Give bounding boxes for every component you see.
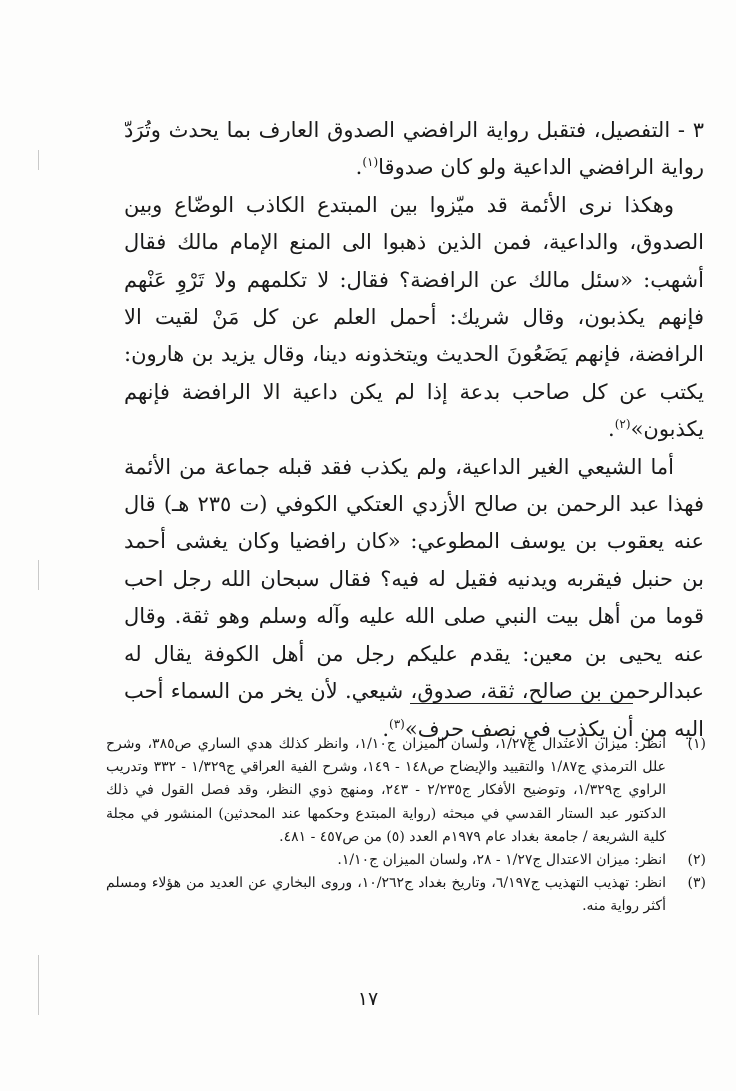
footnote-number: (١) — [687, 736, 706, 752]
paragraph-text: وهكذا نرى الأئمة قد ميّزوا بين المبتدع الكاذب الوضّاع وبين الصدوق، والداعية، فمن الذين ذهبوا الى المنع الإمام مالك فقال أشهب: «سئل مالك عن الرافضة؟ فقال: لا تكلمهم ولا تَرْوِ عَنْهم فإنهم يكذبون، وقال شريك: أحمل العلم عن كل مَنْ لقيت الا الرافضة، فإنهم يَضَعُونَ الحديث ويتخذونه دينا، وقال يزيد بن هارون: يكتب عن كل صاحب بدعة إذا لم يكن داعية الا الرافضة فإنهم يكذبون» — [124, 192, 704, 442]
footnote-ref-1: (١) — [362, 155, 379, 170]
sentence-end: . — [608, 417, 615, 442]
footnote-item — [106, 849, 706, 872]
footnote-separator — [410, 703, 633, 704]
footnote-text: انظر: ميزان الاعتدال ج١/٢٧، ولسان الميزان ج١/١٠، وانظر كذلك هدي الساري ص٣٨٥، وشرح علل الترمذي ج١/٨٧ والتقييد والإيضاح ص١٤٨ - ١٤٩، وشرح الفية العراقي ج١/٣٢٩ - ٣٣٢ وتدريب الراوي ج١/٣٢٩، وتوضيح الأفكار ج٢/٢٣٥ - ٢٤٣، ومنهج ذوي النظر، وقد فصل القول في ذلك الدكتور عبد الستار القدسي في مبحثه (رواية المبتدع وحكمها عند المحدثين) المنشور في مجلة كلية الشريعة / جامعة بغداد عام ١٩٧٩م العدد (٥) من ص٤٥٧ - ٤٨١. — [106, 736, 666, 845]
footnote-item — [106, 733, 706, 849]
footnotes-section — [106, 733, 706, 919]
paragraph-imams-distinction — [124, 187, 704, 449]
main-text-body — [124, 112, 704, 748]
footnote-number: (٢) — [687, 852, 706, 869]
footnote-item — [106, 872, 706, 918]
scan-edge-mark — [38, 150, 39, 170]
scan-edge-mark — [38, 560, 39, 590]
footnote-number: (٣) — [687, 875, 706, 892]
footnote-ref-2: (٢) — [614, 417, 631, 432]
paragraph-point-3 — [124, 112, 704, 187]
sentence-end: . — [382, 716, 390, 741]
footnote-text: انظر: ميزان الاعتدال ج١/٢٧ - ٢٨، ولسان الميزان ج١/١٠. — [337, 852, 666, 869]
page-number: ١٧ — [357, 988, 379, 1010]
paragraph-text: أما الشيعي الغير الداعية، ولم يكذب فقد قبله جماعة من الأئمة فهذا عبد الرحمن بن صالح الأزدي العتكي الكوفي (ت ٢٣٥ هـ) قال عنه يعقوب بن يوسف المطوعي: «كان رافضيا وكان يغشى أحمد بن حنبل فيقربه ويدنيه فقيل له فيه؟ فقال سبحان الله رجل احب قوما من أهل بيت النبي صلى الله عليه وآله وسلم وهو ثقة. وقال عنه يحيى بن معين: يقدم عليكم رجل من أهل الكوفة يقال له عبدالرحمن بن صالح، ثقة، صدوق، شيعي. لأن يخر من السماء أحب اليه من أن يكذب في نصف حرف» — [124, 454, 704, 741]
paragraph-text: ٣ - التفصيل، فتقبل رواية الرافضي الصدوق العارف بما يحدث وتُرَدّ رواية الرافضي الداعية ولو كان صدوقا — [124, 118, 704, 180]
footnote-ref-3: (٣) — [389, 716, 405, 731]
footnote-text: انظر: تهذيب التهذيب ج٦/١٩٧، وتاريخ بغداد ج١٠/٢٦٢، وروى البخاري عن العديد من هؤلاء ومسلم أكثر رواية منه. — [106, 875, 666, 915]
sentence-end: . — [355, 155, 363, 180]
